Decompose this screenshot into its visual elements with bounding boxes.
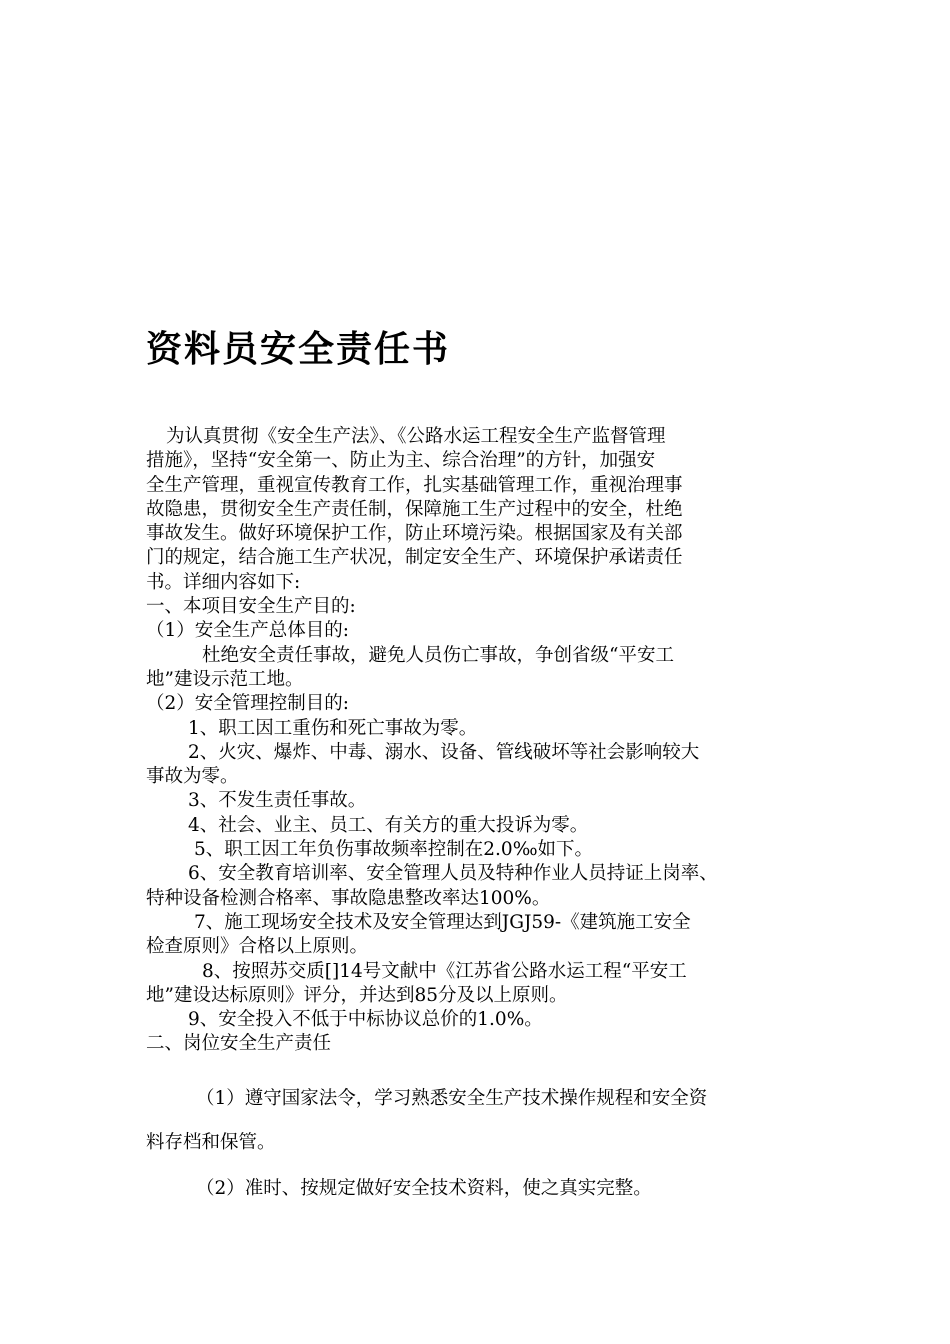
list-item-continuation: 地”建设达标原则》评分，并达到85分及以上原则。	[146, 984, 568, 1006]
sub1-line: 地”建设示范工地。	[146, 668, 304, 690]
list-item: 9、安全投入不低于中标协议总价的1.0%。	[188, 1009, 543, 1031]
section2-item1-line1: （1）遵守国家法令，学习熟悉安全生产技术操作规程和安全资	[196, 1088, 708, 1109]
intro-line: 故隐患，贯彻安全生产责任制，保障施工生产过程中的安全，杜绝	[146, 498, 683, 520]
list-item: 8、按照苏交质[]14号文献中《江苏省公路水运工程“平安工	[202, 960, 687, 982]
document-body	[146, 425, 816, 1057]
sub1-heading: （1）安全生产总体目的:	[146, 620, 350, 642]
intro-line: 为认真贯彻《安全生产法》、《公路水运工程安全生产监督管理	[166, 426, 666, 447]
list-item: 6、安全教育培训率、安全管理人员及特种作业人员持证上岗率、	[188, 863, 718, 885]
section2-item2: （2）准时、按规定做好安全技术资料，使之真实完整。	[196, 1178, 652, 1199]
section2-heading: 二、岗位安全生产责任	[146, 1033, 332, 1055]
intro-line: 门的规定，结合施工生产状况，制定安全生产、环境保护承诺责任	[146, 547, 683, 569]
list-item-continuation: 检查原则》合格以上原则。	[146, 936, 369, 958]
intro-line: 书。详细内容如下:	[146, 571, 301, 593]
list-item: 7、施工现场安全技术及安全管理达到JGJ59-《建筑施工安全	[194, 911, 691, 933]
list-item: 5、职工因工年负伤事故频率控制在2.0‰如下。	[194, 839, 594, 861]
list-item: 1、职工因工重伤和死亡事故为零。	[188, 717, 478, 739]
sub2-heading: （2）安全管理控制目的:	[146, 693, 350, 715]
sub1-line: 杜绝安全责任事故，避免人员伤亡事故，争创省级“平安工	[202, 644, 674, 666]
list-item-continuation: 特种设备检测合格率、事故隐患整改率达100%。	[146, 887, 551, 909]
intro-line: 措施》，坚持“安全第一、防止为主、综合治理”的方针，加强安	[146, 450, 656, 472]
section2-item1-line2: 料存档和保管。	[146, 1132, 276, 1153]
list-item: 4、社会、业主、员工、有关方的重大投诉为零。	[188, 814, 589, 836]
list-item: 3、不发生责任事故。	[188, 790, 367, 812]
list-item-continuation: 事故为零。	[146, 766, 239, 788]
section1-heading: 一、本项目安全生产目的:	[146, 596, 356, 618]
intro-line: 全生产管理，重视宣传教育工作，扎实基础管理工作，重视治理事	[146, 474, 683, 496]
document-title: 资料员安全责任书	[146, 329, 451, 370]
list-item: 2、火灾、爆炸、中毒、溺水、设备、管线破坏等社会影响较大	[188, 741, 700, 763]
intro-line: 事故发生。做好环境保护工作，防止环境污染。根据国家及有关部	[146, 523, 683, 545]
